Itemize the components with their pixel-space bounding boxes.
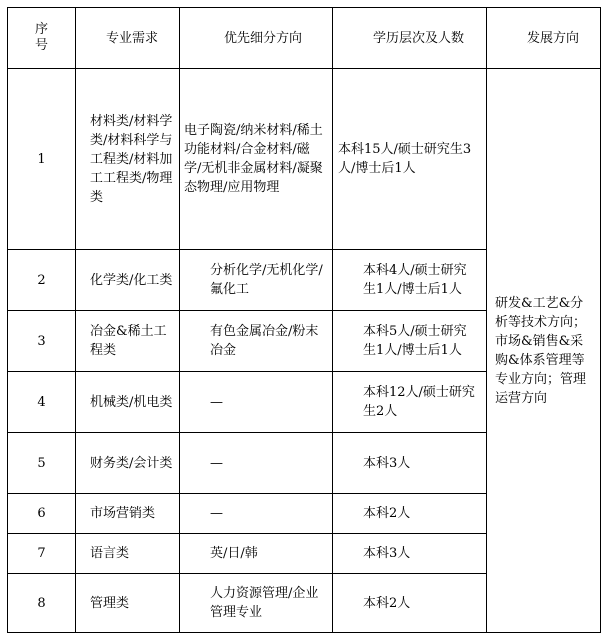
row-major: 材料类/材料学类/材料科学与工程类/材料加工工程类/物理类: [76, 69, 180, 250]
header-development: 发展方向: [487, 8, 601, 69]
recruitment-table: [7, 7, 601, 633]
row-num: 2: [8, 250, 76, 311]
row-num: 7: [8, 534, 76, 574]
row-num: 3: [8, 311, 76, 372]
row-education: 本科12人/硕士研究生2人: [333, 372, 487, 433]
row-direction: —: [180, 372, 333, 433]
row-education: 本科15人/硕士研究生3人/博士后1人: [333, 69, 487, 250]
development-text: 研发&工艺&分析等技术方向；市场&销售&采购&体系管理等专业方向；管理运营方向: [495, 295, 587, 406]
row-num: 8: [8, 574, 76, 633]
row-direction: 有色金属冶金/粉末冶金: [180, 311, 333, 372]
header-major: 专业需求: [76, 8, 180, 69]
row-direction: —: [180, 433, 333, 494]
row-education: 本科4人/硕士研究生1人/博士后1人: [333, 250, 487, 311]
row-major: 财务类/会计类: [76, 433, 180, 494]
header-education: 学历层次及人数: [333, 8, 487, 69]
row-major: 市场营销类: [76, 494, 180, 534]
row-major: 冶金&稀土工程类: [76, 311, 180, 372]
row-direction: 人力资源管理/企业管理专业: [180, 574, 333, 633]
row-major: 化学类/化工类: [76, 250, 180, 311]
row-education: 本科2人: [333, 574, 487, 633]
row-num: 4: [8, 372, 76, 433]
development-cell: [487, 69, 601, 633]
row-num: 1: [8, 69, 76, 250]
row-num: 6: [8, 494, 76, 534]
table-row: [8, 69, 601, 250]
header-row: [8, 8, 601, 69]
header-num-text: 序号: [34, 22, 48, 53]
row-education: 本科5人/硕士研究生1人/博士后1人: [333, 311, 487, 372]
row-major: 机械类/机电类: [76, 372, 180, 433]
row-num: 5: [8, 433, 76, 494]
row-major: 语言类: [76, 534, 180, 574]
row-direction: —: [180, 494, 333, 534]
row-direction: 分析化学/无机化学/氟化工: [180, 250, 333, 311]
header-num: [8, 8, 76, 69]
row-direction: 英/日/韩: [180, 534, 333, 574]
row-education: 本科3人: [333, 433, 487, 494]
header-direction: 优先细分方向: [180, 8, 333, 69]
row-major: 管理类: [76, 574, 180, 633]
row-education: 本科3人: [333, 534, 487, 574]
row-direction: 电子陶瓷/纳米材料/稀土功能材料/合金材料/磁学/无机非金属材料/凝聚态物理/应用物理: [180, 69, 333, 250]
row-education: 本科2人: [333, 494, 487, 534]
